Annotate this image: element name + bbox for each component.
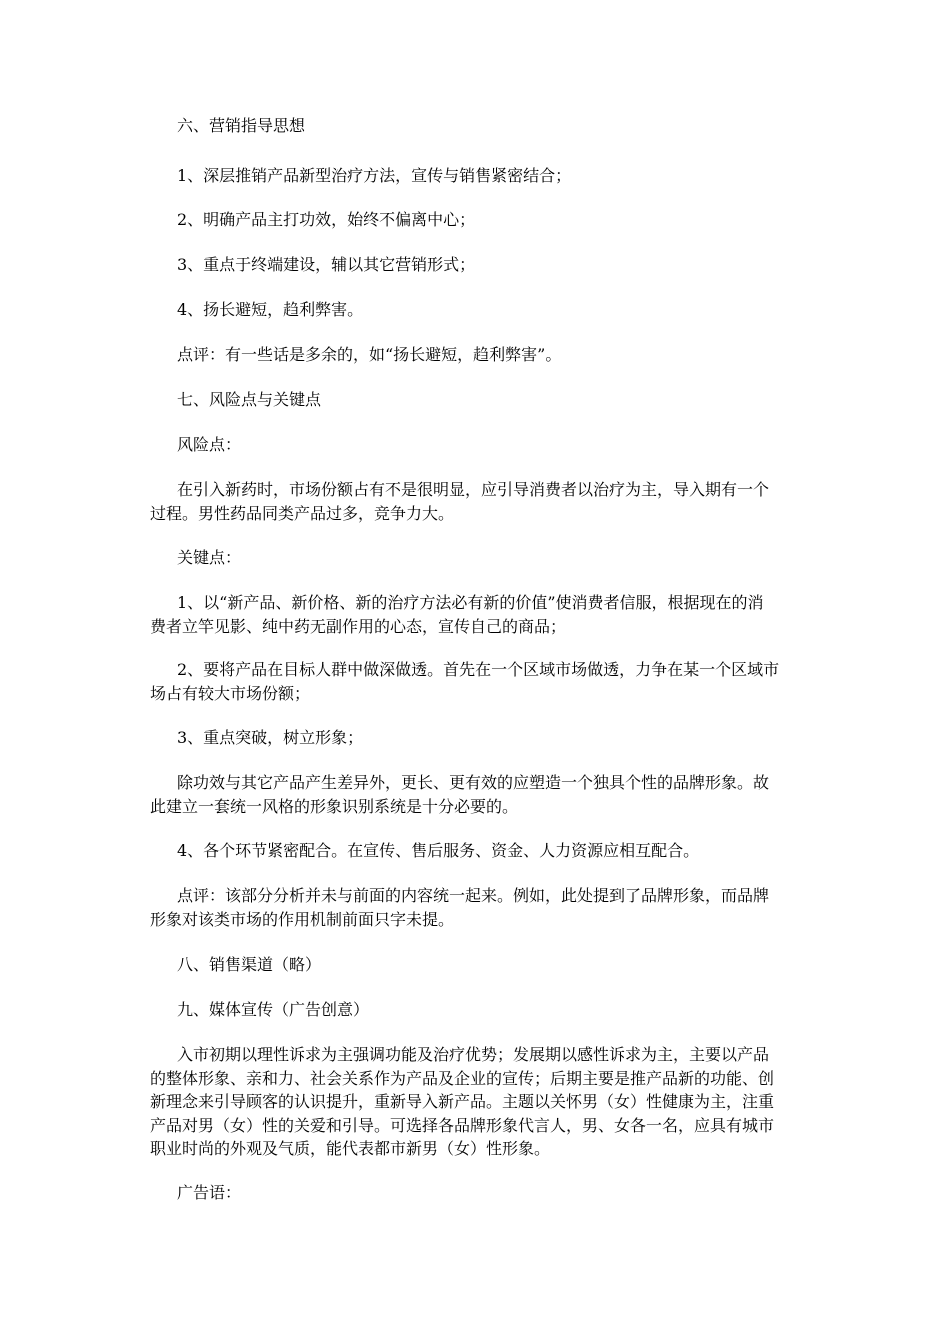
text-line: 七、风险点与关键点 xyxy=(177,390,322,409)
text-line: 场占有较大市场份额； xyxy=(150,683,311,703)
paragraph xyxy=(150,658,815,705)
paragraph xyxy=(150,998,815,1022)
paragraph xyxy=(150,433,815,457)
text-line: 六、营销指导思想 xyxy=(177,116,306,135)
paragraph xyxy=(150,208,815,232)
text-line: 3、重点于终端建设，辅以其它营销形式； xyxy=(177,255,476,274)
text-line: 广告语： xyxy=(177,1183,242,1202)
text-line: 新理念来引导顾客的认识提升，重新导入新产品。主题以关怀男（女）性健康为主，注重 xyxy=(150,1092,775,1111)
paragraph xyxy=(150,388,815,412)
paragraph xyxy=(150,953,815,977)
text-line: 职业时尚的外观及气质，能代表都市新男（女）性形象。 xyxy=(150,1139,551,1158)
text-line: 过程。男性药品同类产品过多，竞争力大。 xyxy=(150,503,455,523)
text-line: 的整体形象、亲和力、社会关系作为产品及企业的宣传；后期主要是推产品新的功能、创 xyxy=(150,1068,775,1088)
paragraph xyxy=(150,884,815,931)
text-line: 1、深层推销产品新型治疗方法，宣传与销售紧密结合； xyxy=(177,166,572,185)
paragraph xyxy=(150,343,815,367)
text-line: 点评：有一些话是多余的，如“扬长避短，趋利弊害”。 xyxy=(177,345,562,364)
text-line: 1、以“新产品、新价格、新的治疗方法必有新的价值”使消费者信服，根据现在的消 xyxy=(177,593,764,612)
paragraph xyxy=(150,164,815,188)
text-line: 4、扬长避短，趋利弊害。 xyxy=(177,300,364,319)
text-line: 产品对男（女）性的关爱和引导。可选择各品牌形象代言人，男、女各一名，应具有城市 xyxy=(150,1115,775,1135)
text-line: 入市初期以理性诉求为主强调功能及治疗优势；发展期以感性诉求为主，主要以产品 xyxy=(177,1045,770,1064)
text-line: 在引入新药时，市场份额占有不是很明显，应引导消费者以治疗为主，导入期有一个 xyxy=(177,480,770,499)
paragraph xyxy=(150,253,815,277)
text-line: 费者立竿见影、纯中药无副作用的心态，宣传自己的商品； xyxy=(150,616,567,636)
text-line: 八、销售渠道（略） xyxy=(177,955,322,974)
paragraph xyxy=(150,1181,815,1205)
text-line: 此建立一套统一风格的形象识别系统是十分必要的。 xyxy=(150,796,519,816)
paragraph xyxy=(150,546,815,570)
paragraph xyxy=(150,771,815,818)
text-line: 形象对该类市场的作用机制前面只字未提。 xyxy=(150,909,455,929)
paragraph xyxy=(150,726,815,750)
text-line: 2、要将产品在目标人群中做深做透。首先在一个区域市场做透，力争在某一个区域市 xyxy=(177,660,780,679)
paragraph xyxy=(150,1043,815,1161)
paragraph xyxy=(150,591,815,638)
paragraph xyxy=(150,298,815,322)
text-line: 关键点： xyxy=(177,548,242,567)
text-line: 3、重点突破，树立形象； xyxy=(177,728,364,747)
text-line: 4、各个环节紧密配合。在宣传、售后服务、资金、人力资源应相互配合。 xyxy=(177,841,700,860)
text-line: 除功效与其它产品产生差异外，更长、更有效的应塑造一个独具个性的品牌形象。故 xyxy=(177,773,770,792)
text-line: 九、媒体宣传（广告创意） xyxy=(177,1000,370,1019)
paragraph xyxy=(150,114,815,138)
paragraph xyxy=(150,478,815,525)
text-line: 2、明确产品主打功效，始终不偏离中心； xyxy=(177,210,476,229)
text-line: 风险点： xyxy=(177,435,242,454)
paragraph xyxy=(150,839,815,863)
text-line: 点评：该部分分析并未与前面的内容统一起来。例如，此处提到了品牌形象，而品牌 xyxy=(177,886,770,905)
